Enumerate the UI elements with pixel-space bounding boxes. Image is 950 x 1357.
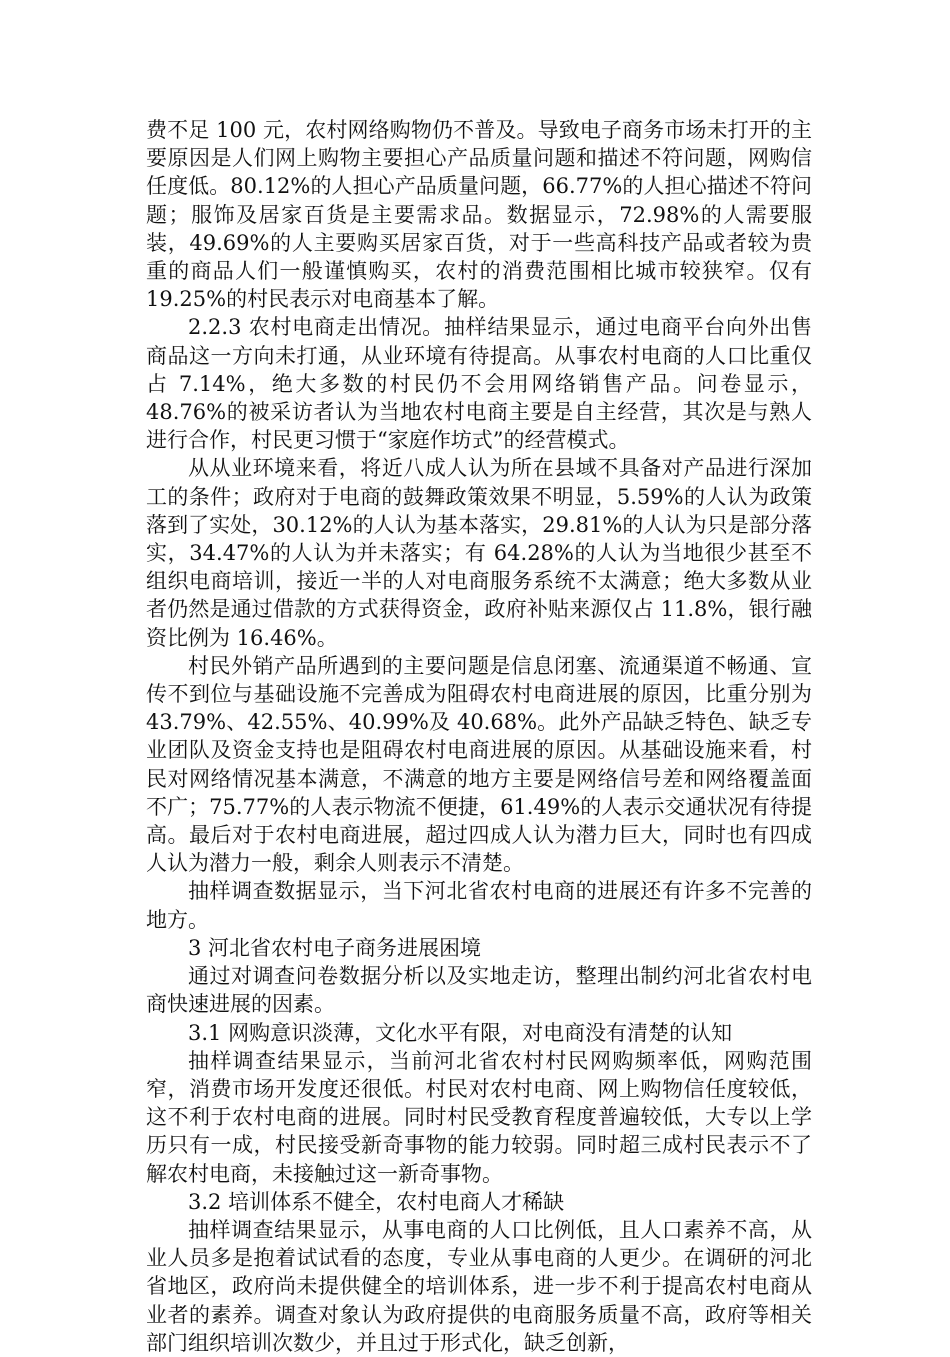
section-heading-3: 3 河北省农村电子商务进展困境 — [188, 935, 482, 960]
paragraph-3-2: 抽样调查结果显示，从事电商的人口比例低，且人口素养不高，从业人员多是抱着试试看的态度，专业从事电商的人更少。在调研的河北省地区，政府尚未提供健全的培训体系，进一步不利于提高农村电商从业者的素养。调查对象认为政府提供的电商服务质量不高，政府等相关部门组织培训次数少，并且过于形式化，缺乏创新， — [146, 1217, 812, 1355]
paragraph-summary: 抽样调查数据显示，当下河北省农村电商的进展还有许多不完善的地方。 — [146, 879, 812, 932]
paragraph-3-intro: 通过对调查问卷数据分析以及实地走访，整理出制约河北省农村电商快速进展的因素。 — [146, 964, 812, 1017]
document-page — [146, 116, 812, 1357]
paragraph-problems: 村民外销产品所遇到的主要问题是信息闭塞、流通渠道不畅通、宣传不到位与基础设施不完善成为阻碍农村电商进展的原因，比重分别为 43.79%、42.55%、40.99%及 40.68%。此外产品缺乏特色、缺乏专业团队及资金支持也是阻碍农村电商进展的原因。从基础设施来看，村民对网络情况基本满意，不满意的地方主要是网络信号差和网络覆盖面不广；75.77%的人表示物流不便捷，61.49%的人表示交通状况有待提高。最后对于农村电商进展，超过四成人认为潜力巨大，同时也有四成人认为潜力一般，剩余人则表示不清楚。 — [146, 653, 812, 876]
paragraph-2-2-3: 2.2.3 农村电商走出情况。抽样结果显示，通过电商平台向外出售商品这一方向未打通，从业环境有待提高。从事农村电商的人口比重仅占 7.14%，绝大多数的村民仍不会用网络销售产品。问卷显示，48.76%的被采访者认为当地农村电商主要是自主经营，其次是与熟人进行合作，村民更习惯于“家庭作坊式”的经营模式。 — [146, 315, 812, 453]
paragraph-continuation: 费不足 100 元，农村网络购物仍不普及。导致电子商务市场未打开的主要原因是人们网上购物主要担心产品质量问题和描述不符问题，网购信任度低。80.12%的人担心产品质量问题，66.77%的人担心描述不符问题；服饰及居家百货是主要需求品。数据显示，72.98%的人需要服装，49.69%的人主要购买居家百货，对于一些高科技产品或者较为贵重的商品人们一般谨慎购买，农村的消费范围相比城市较狭窄。仅有 19.25%的村民表示对电商基本了解。 — [146, 118, 812, 312]
paragraph-environment: 从从业环境来看，将近八成人认为所在县域不具备对产品进行深加工的条件；政府对于电商的鼓舞政策效果不明显，5.59%的人认为政策落到了实处，30.12%的人认为基本落实，29.81%的人认为只是部分落实，34.47%的人认为并未落实；有 64.28%的人认为当地很少甚至不组织电商培训，接近一半的人对电商服务系统不太满意；绝大多数从业者仍然是通过借款的方式获得资金，政府补贴来源仅占 11.8%，银行融资比例为 16.46%。 — [146, 456, 812, 650]
paragraph-3-1: 抽样调查结果显示，当前河北省农村村民网购频率低，网购范围窄，消费市场开发度还很低。村民对农村电商、网上购物信任度较低，这不利于农村电商的进展。同时村民受教育程度普遍较低，大专以上学历只有一成，村民接受新奇事物的能力较弱。同时超三成村民表示不了解农村电商，未接触过这一新奇事物。 — [146, 1048, 812, 1186]
section-heading-3-1: 3.1 网购意识淡薄，文化水平有限，对电商没有清楚的认知 — [188, 1020, 733, 1045]
section-heading-3-2: 3.2 培训体系不健全，农村电商人才稀缺 — [188, 1189, 565, 1214]
